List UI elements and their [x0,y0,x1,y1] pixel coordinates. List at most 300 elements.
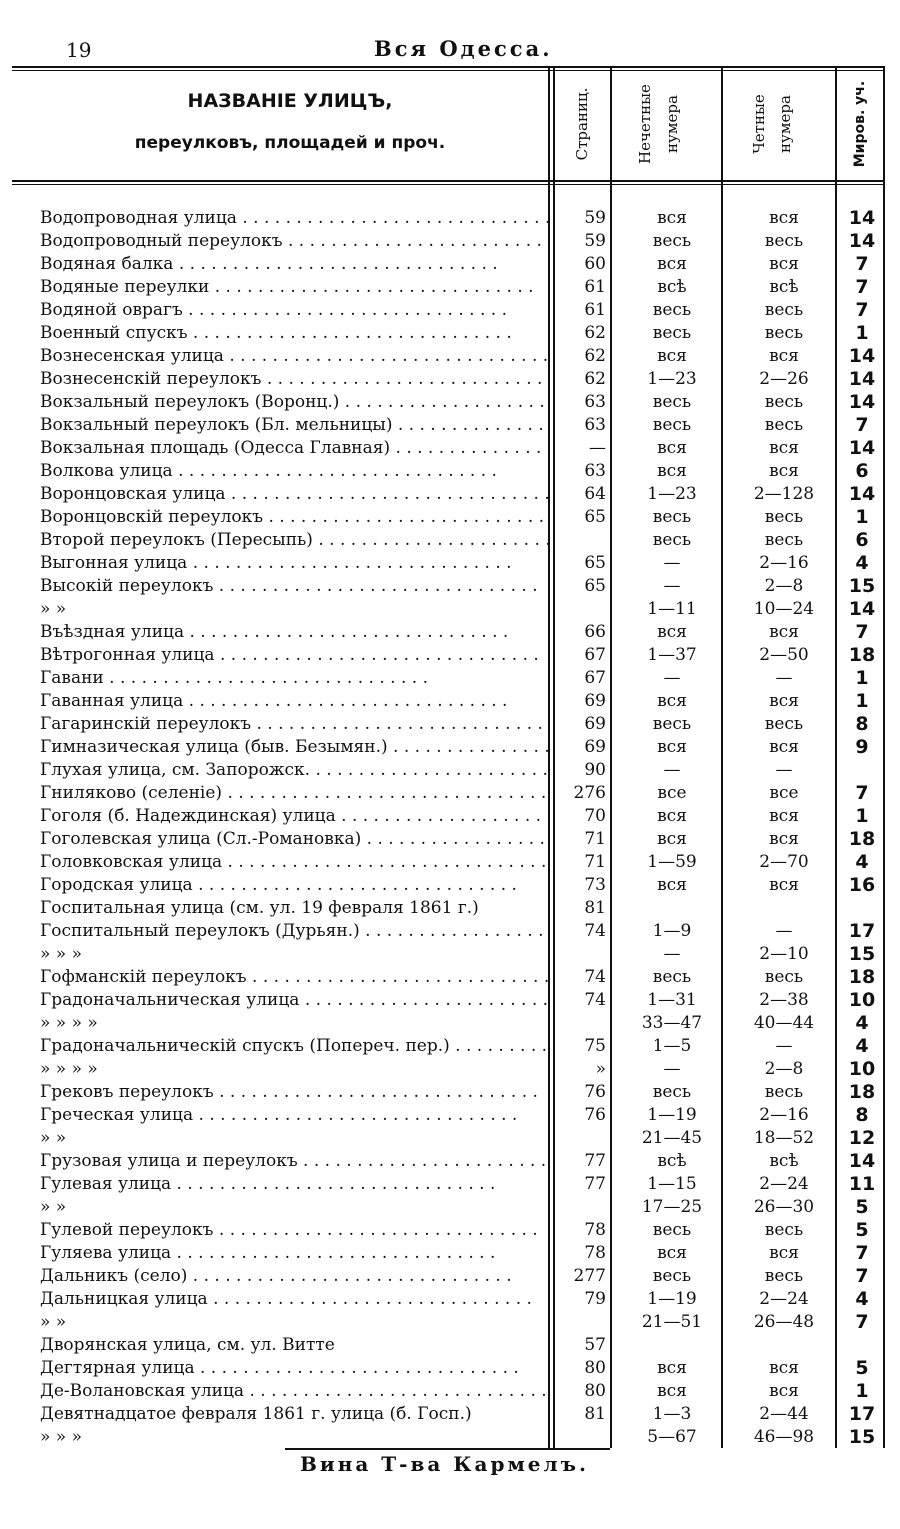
district-number: 1 [855,506,869,528]
district-number: 18 [848,644,876,666]
table-row [0,1012,900,1035]
even-numbers: весь [764,323,804,343]
page-ref: 63 [584,392,606,412]
page-ref: 69 [584,737,606,757]
odd-numbers: весь [652,967,692,987]
col-header-odd-1: Нечетные [636,84,654,164]
street-name: Госпитальная улица (см. ул. 19 февраля 1861 г.) [40,898,479,918]
page-ref: 90 [584,760,606,780]
table-row [0,506,900,529]
page-ref: 78 [584,1220,606,1240]
page-ref: 57 [584,1335,606,1355]
odd-numbers: 33—47 [641,1013,703,1033]
even-numbers: 2—26 [759,369,809,389]
page-ref: 78 [584,1243,606,1263]
district-number: 14 [848,207,876,229]
table-row [0,276,900,299]
odd-numbers: вся [657,806,687,826]
top-rule-thin [12,70,885,71]
odd-numbers: 21—45 [641,1128,703,1148]
page-ref: 277 [573,1266,606,1286]
table-row [0,1058,900,1081]
even-numbers: 10—24 [753,599,815,619]
even-numbers: вся [769,1381,799,1401]
table-row [0,391,900,414]
even-numbers: весь [764,392,804,412]
odd-numbers: — [663,576,681,596]
district-number: 7 [855,621,869,643]
district-number: 7 [855,253,869,275]
odd-numbers: 1—19 [647,1289,697,1309]
table-row [0,230,900,253]
even-numbers: 2—16 [759,553,809,573]
odd-numbers: 1—31 [647,990,697,1010]
street-name: Водяная балка . . [40,253,548,276]
header-title: НАЗВАНІЕ УЛИЦЪ, [187,90,393,112]
table-row [0,897,900,920]
street-name: Глухая улица, см. Запорожск. . . [40,759,548,782]
street-name: Гимназическая улица (быв. Безымян.) . . [40,736,548,759]
page-ref: 74 [584,990,606,1010]
table-row [0,1426,900,1449]
table-row [0,322,900,345]
page-ref: 80 [584,1358,606,1378]
street-name: Второй переулокъ (Пересыпь) . . [40,529,548,552]
district-number: 15 [848,1426,876,1448]
even-numbers: вся [769,438,799,458]
page-ref: 67 [584,645,606,665]
table-row [0,851,900,874]
street-name: » » » [40,944,83,964]
even-numbers: весь [764,530,804,550]
even-numbers: 2—24 [759,1174,809,1194]
running-title: Вся Одесса. [374,36,553,61]
page-number: 19 [66,38,92,62]
table-row [0,1081,900,1104]
odd-numbers: — [663,553,681,573]
street-name: Гофманскій переулокъ . . [40,966,548,989]
table-row [0,1288,900,1311]
page-ref: 71 [584,852,606,872]
even-numbers: 18—52 [753,1128,815,1148]
odd-numbers: вся [657,254,687,274]
page-ref: 65 [584,553,606,573]
even-numbers: вся [769,461,799,481]
street-name: Гавани . . [40,667,548,690]
street-name: Де-Волановская улица . . [40,1380,548,1403]
district-number: 14 [848,483,876,505]
district-number: 17 [848,1403,876,1425]
page-ref: 75 [584,1036,606,1056]
odd-numbers: вся [657,1243,687,1263]
page-ref: 69 [584,714,606,734]
table-row [0,1219,900,1242]
table-row [0,1127,900,1150]
table-row [0,782,900,805]
odd-numbers: вся [657,829,687,849]
page-ref: 74 [584,967,606,987]
odd-numbers: вся [657,461,687,481]
street-name: Гулевой переулокъ . . [40,1219,548,1242]
table-row [0,1403,900,1426]
even-numbers: — [775,1036,793,1056]
street-name: Гагаринскій переулокъ . . [40,713,548,736]
odd-numbers: — [663,668,681,688]
table-row [0,874,900,897]
odd-numbers: 1—23 [647,369,697,389]
district-number: 14 [848,345,876,367]
odd-numbers: вся [657,1358,687,1378]
street-name: » » [40,1128,67,1148]
street-name: » » » » [40,1013,98,1033]
odd-numbers: весь [652,1082,692,1102]
even-numbers: все [769,783,799,803]
page-ref: 276 [573,783,606,803]
table-row [0,483,900,506]
page-ref: 61 [584,300,606,320]
page-ref: 79 [584,1289,606,1309]
district-number: 16 [848,874,876,896]
district-number: 7 [855,782,869,804]
even-numbers: вся [769,622,799,642]
even-numbers: 2—16 [759,1105,809,1125]
even-numbers: вся [769,875,799,895]
district-number: 4 [855,1012,869,1034]
even-numbers: — [775,668,793,688]
page-ref: 69 [584,691,606,711]
even-numbers: 2—70 [759,852,809,872]
page-ref: 67 [584,668,606,688]
street-name: Высокій переулокъ . . [40,575,548,598]
table-row [0,1357,900,1380]
district-number: 5 [855,1357,869,1379]
col-header-even-2: нумера [776,95,794,153]
even-numbers: вся [769,1243,799,1263]
table-row [0,690,900,713]
even-numbers: вся [769,254,799,274]
district-number: 4 [855,851,869,873]
table-row [0,1242,900,1265]
street-name: Водяной оврагъ . . [40,299,548,322]
footer-rule [285,1448,610,1450]
district-number: 1 [855,690,869,712]
odd-numbers: 1—5 [652,1036,692,1056]
page-ref: 70 [584,806,606,826]
odd-numbers: вся [657,875,687,895]
street-name: Дегтярная улица . . [40,1357,548,1380]
page-ref: 81 [584,1404,606,1424]
district-number: 14 [848,598,876,620]
street-name: Вознесенскій переулокъ . . [40,368,548,391]
street-name: Греческая улица . . [40,1104,548,1127]
odd-numbers: весь [652,1266,692,1286]
odd-numbers: всѣ [657,1151,687,1171]
district-number: 15 [848,943,876,965]
even-numbers: 40—44 [753,1013,815,1033]
district-number: 7 [855,1242,869,1264]
even-numbers: весь [764,507,804,527]
odd-numbers: весь [652,714,692,734]
street-name: Водопроводный переулокъ . . [40,230,548,253]
header-rule-thin [12,184,885,185]
street-name: Головковская улица . . [40,851,548,874]
even-numbers: 2—24 [759,1289,809,1309]
odd-numbers: — [663,944,681,964]
street-name: » » [40,599,67,619]
odd-numbers: вся [657,208,687,228]
table-row [0,575,900,598]
page-ref: 65 [584,507,606,527]
col-header-district: Миров. уч. [852,80,868,168]
district-number: 4 [855,1035,869,1057]
street-name: Водяные переулки . . [40,276,548,299]
table-row [0,621,900,644]
even-numbers: весь [764,231,804,251]
odd-numbers: весь [652,1220,692,1240]
district-number: 7 [855,1265,869,1287]
col-header-odd-2: нумера [663,95,681,153]
street-name: Девятнадцатое февраля 1861 г. улица (б. Госп.) [40,1404,472,1424]
district-number: 12 [848,1127,876,1149]
odd-numbers: 5—67 [647,1427,697,1447]
district-number: 18 [848,1081,876,1103]
page-ref: 63 [584,415,606,435]
district-number: 7 [855,299,869,321]
page-ref: 64 [584,484,606,504]
table-row [0,644,900,667]
odd-numbers: вся [657,737,687,757]
even-numbers: весь [764,300,804,320]
odd-numbers: все [657,783,687,803]
odd-numbers: — [663,760,681,780]
table-row [0,736,900,759]
top-rule [12,66,885,68]
table-row [0,713,900,736]
district-number: 4 [855,552,869,574]
table-row [0,805,900,828]
street-name: » » » » [40,1059,98,1079]
even-numbers: весь [764,967,804,987]
street-name: Городская улица . . [40,874,548,897]
even-numbers: 2—8 [764,1059,804,1079]
odd-numbers: весь [652,300,692,320]
odd-numbers: весь [652,530,692,550]
street-name: Волкова улица . . [40,460,548,483]
street-name: Грековъ переулокъ . . [40,1081,548,1104]
district-number: 1 [855,667,869,689]
district-number: 10 [848,1058,876,1080]
page-ref: 63 [584,461,606,481]
table-row [0,989,900,1012]
table-row [0,368,900,391]
district-number: 18 [848,828,876,850]
district-number: 14 [848,368,876,390]
odd-numbers: весь [652,392,692,412]
table-row [0,1265,900,1288]
district-number: 7 [855,414,869,436]
odd-numbers: 1—11 [647,599,697,619]
table-row [0,207,900,230]
table-row [0,345,900,368]
table-row [0,828,900,851]
odd-numbers: 21—51 [641,1312,703,1332]
header-subtitle: переулковъ, площадей и проч. [134,133,446,153]
odd-numbers: весь [652,507,692,527]
even-numbers: 26—48 [753,1312,815,1332]
street-name: » » » [40,1427,83,1447]
street-name: Градоначальническій спускъ (Попереч. пер.) . . [40,1035,548,1058]
table-row [0,1035,900,1058]
street-name: Вокзальный переулокъ (Бл. мельницы) . . [40,414,548,437]
table-row [0,759,900,782]
col-header-even-1: Четные [750,94,768,154]
street-name: Гаванная улица . . [40,690,548,713]
table-row [0,1380,900,1403]
even-numbers: 2—38 [759,990,809,1010]
street-name: Водопроводная улица . . [40,207,548,230]
table-row [0,299,900,322]
district-number: 17 [848,920,876,942]
table-row [0,529,900,552]
street-name: Градоначальническая улица . . [40,989,548,1012]
odd-numbers: 1—37 [647,645,697,665]
district-number: 11 [848,1173,876,1195]
page-ref: 81 [584,898,606,918]
table-row [0,460,900,483]
district-number: 14 [848,1150,876,1172]
district-number: 7 [855,276,869,298]
odd-numbers: всѣ [657,277,687,297]
page-ref: 60 [584,254,606,274]
district-number: 5 [855,1196,869,1218]
street-name: Гниляково (селеніе) . . [40,782,548,805]
district-number: 1 [855,1380,869,1402]
even-numbers: вся [769,806,799,826]
page-ref: 80 [584,1381,606,1401]
even-numbers: — [775,921,793,941]
district-number: 8 [855,713,869,735]
page-ref: 76 [584,1082,606,1102]
odd-numbers: весь [652,415,692,435]
district-number: 6 [855,460,869,482]
even-numbers: вся [769,691,799,711]
table-row [0,253,900,276]
street-name: Въѣздная улица . . [40,621,548,644]
even-numbers: 2—128 [753,484,815,504]
street-name: Гулевая улица . . [40,1173,548,1196]
street-name: Воронцовская улица . . [40,483,548,506]
page-ref: 73 [584,875,606,895]
even-numbers: 46—98 [753,1427,815,1447]
street-name: Вокзальный переулокъ (Воронц.) . . [40,391,548,414]
table-row [0,1104,900,1127]
odd-numbers: 1—9 [652,921,692,941]
street-name: » » [40,1312,67,1332]
page-ref: 61 [584,277,606,297]
odd-numbers: вся [657,438,687,458]
odd-numbers: вся [657,622,687,642]
even-numbers: 2—50 [759,645,809,665]
street-name: Дворянская улица, см. ул. Витте [40,1335,335,1355]
even-numbers: вся [769,208,799,228]
header-rule [12,180,885,182]
page-ref: » [595,1059,606,1079]
district-number: 6 [855,529,869,551]
street-name: Выгонная улица . . [40,552,548,575]
table-row [0,1311,900,1334]
even-numbers: 26—30 [753,1197,815,1217]
table-row [0,920,900,943]
page-ref: 66 [584,622,606,642]
even-numbers: всѣ [769,1151,799,1171]
district-number: 10 [848,989,876,1011]
even-numbers: весь [764,1082,804,1102]
street-name: » » [40,1197,67,1217]
district-number: 8 [855,1104,869,1126]
district-number: 14 [848,391,876,413]
odd-numbers: вся [657,346,687,366]
district-number: 1 [855,322,869,344]
odd-numbers: вся [657,1381,687,1401]
page-ref: 59 [584,231,606,251]
district-number: 15 [848,575,876,597]
street-name: Дальницкая улица . . [40,1288,548,1311]
odd-numbers: 1—3 [652,1404,692,1424]
street-name: Вѣтрогонная улица . . [40,644,548,667]
street-name: Воронцовскій переулокъ . . [40,506,548,529]
odd-numbers: весь [652,231,692,251]
odd-numbers: — [663,1059,681,1079]
page-ref: 77 [584,1151,606,1171]
page-ref: 77 [584,1174,606,1194]
even-numbers: — [775,760,793,780]
street-name: Гуляева улица . . [40,1242,548,1265]
even-numbers: вся [769,1358,799,1378]
street-name: Вокзальная площадь (Одесса Главная) . . [40,437,548,460]
odd-numbers: весь [652,323,692,343]
table-row [0,1334,900,1357]
table-row [0,943,900,966]
street-table [0,207,900,1449]
street-name: Гоголевская улица (Сл.-Романовка) . . [40,828,548,851]
district-number: 9 [855,736,869,758]
table-row [0,552,900,575]
even-numbers: весь [764,415,804,435]
even-numbers: 2—8 [764,576,804,596]
street-name: Вознесенская улица . . [40,345,548,368]
table-row [0,1173,900,1196]
page-ref: 76 [584,1105,606,1125]
page-ref: 62 [584,369,606,389]
odd-numbers: 17—25 [641,1197,703,1217]
table-row [0,1150,900,1173]
table-row [0,1196,900,1219]
even-numbers: весь [764,1266,804,1286]
even-numbers: вся [769,829,799,849]
street-name: Дальникъ (село) . . [40,1265,548,1288]
district-number: 14 [848,437,876,459]
street-name: Грузовая улица и переулокъ . . [40,1150,548,1173]
footer-advert: Вина Т-ва Кармелъ. [300,1452,589,1476]
page-ref: 71 [584,829,606,849]
even-numbers: весь [764,714,804,734]
page-ref: 59 [584,208,606,228]
district-number: 18 [848,966,876,988]
even-numbers: вся [769,346,799,366]
odd-numbers: 1—23 [647,484,697,504]
odd-numbers: 1—19 [647,1105,697,1125]
district-number: 7 [855,1311,869,1333]
